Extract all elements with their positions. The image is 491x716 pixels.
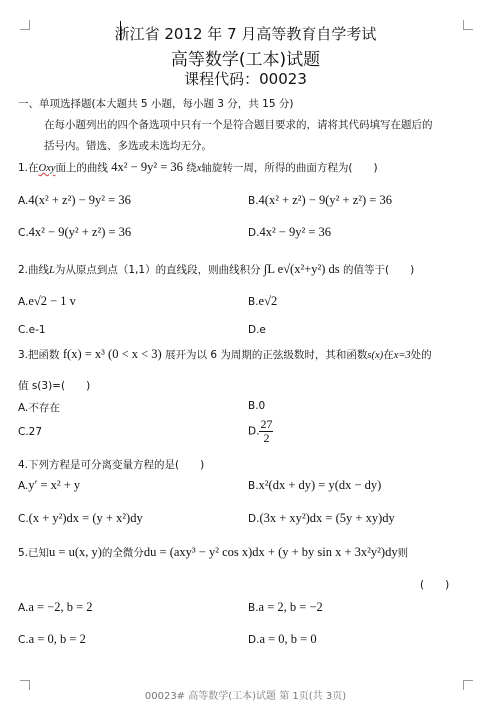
exam-title: 浙江省 2012 年 7 月高等教育自学考试 [114,25,377,43]
total-differential: du = (axy³ − y² cos x)dx + (y + by sin x + 3x²y²)dy [143,545,398,559]
question-5-option-d[interactable]: D.a = 0, b = 0 [248,632,317,646]
question-2-stem: 2.曲线L为从原点到点（1,1）的直线段，则曲线积分 ∫L e√(x²+y²) ds 的值等于( ) [18,262,415,276]
subject-title: 高等数学(工本)试题 [170,50,321,70]
question-5-option-a[interactable]: A.a = −2, b = 2 [18,600,93,614]
question-4-option-c[interactable]: C.(x + y²)dx = (y + x²)dy [18,511,143,525]
question-3-stem-line2: 值 s(3)=( ) [18,380,91,392]
question-2-option-c[interactable]: C.e-1 [18,324,46,336]
question-2-option-b[interactable]: B.e√2 [248,294,278,308]
course-code: 课程代码：00023 [184,70,307,88]
question-3-stem: 3.把函数 f(x) = x³ (0 < x < 3) 展开为以 6 为周期的正弦级数时，其和函数s(x)在x=3处的 [18,347,432,361]
question-3-option-b[interactable]: B.0 [248,400,266,412]
question-5-option-b[interactable]: B.a = 2, b = −2 [248,600,323,614]
function-definition: f(x) = x³ (0 < x < 3) [62,347,162,361]
question-4-option-a[interactable]: A.y′ = x² + y [18,478,81,492]
section-instruction-line2: 括号内。错选、多选或未选均无分。 [44,140,212,152]
page-footer: 00023# 高等数学(工本)试题 第 1页(共 3页) [144,691,347,702]
question-4-option-d[interactable]: D.(3x + xy²)dx = (5y + xy)dy [248,511,395,525]
question-1-option-c[interactable]: C.4x² − 9(y² + z²) = 36 [18,225,132,239]
question-3-option-c[interactable]: C.27 [18,426,43,438]
oxy-plane: Oxy [38,163,56,174]
fraction: $\frac{27}{2}$ [260,417,273,445]
section-instruction-line1: 在每小题列出的四个备选项中只有一个是符合题目要求的，请将其代码填写在题后的 [44,119,433,131]
question-1-option-a[interactable]: A.4(x² + z²) − 9y² = 36 [18,193,131,207]
question-1-option-d[interactable]: D.4x² − 9y² = 36 [248,225,332,239]
question-4-stem: 4.下列方程是可分离变量方程的是( ) [18,459,205,471]
question-5-stem: 5.已知u = u(x, y)的全微分du = (axy³ − y² cos x)dx + (y + by sin x + 3x²y²)dy则 [18,545,409,559]
question-4-option-b[interactable]: B.x²(dx + dy) = y(dx − dy) [248,478,382,492]
question-3-option-a[interactable]: A.不存在 [18,402,60,414]
question-1-stem: 1.在Oxy面上的曲线 4x² − 9y² = 36 绕x轴旋转一周，所得的曲面方程为( ) [18,160,378,174]
question-2-option-d[interactable]: D.e [248,324,266,336]
question-3-option-d[interactable]: D. $\frac{27}{2}$ [248,417,273,445]
question-2-option-a[interactable]: A.e√2 − 1 v [18,294,76,308]
curve-equation: 4x² − 9y² = 36 [111,160,183,174]
question-1-option-b[interactable]: B.4(x² + z²) − 9(y² + z²) = 36 [248,193,392,207]
section-heading: 一、单项选择题(本大题共 5 小题，每小题 3 分，共 15 分) [18,98,294,110]
line-integral: ∫L e√(x²+y²) ds [263,262,340,276]
answer-paren: ( ) [420,579,450,591]
question-5-option-c[interactable]: C.a = 0, b = 2 [18,632,86,646]
